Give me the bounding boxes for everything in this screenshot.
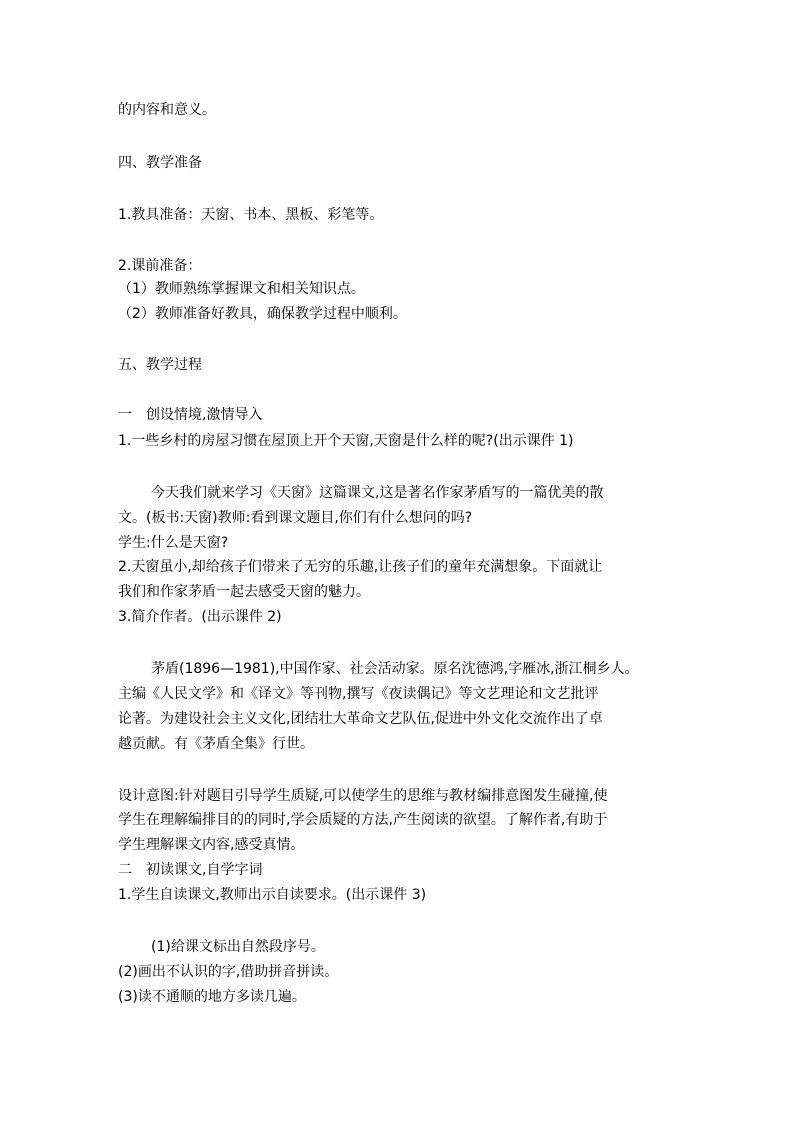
text-line: 学生在理解编排目的的同时,学会质疑的方法,产生阅读的欲望。了解作者,有助于 xyxy=(118,812,608,828)
list-item: (3)读不通顺的地方多读几遍。 xyxy=(118,989,306,1005)
text-line: 3.简介作者。(出示课件 2) xyxy=(118,609,282,625)
text-line: 设计意图:针对题目引导学生质疑,可以使学生的思维与教材编排意图发生碰撞,使 xyxy=(118,788,608,804)
subsection-heading: 一 创设情境,激情导入 xyxy=(118,407,263,423)
text-line: 文。(板书:天窗)教师:看到课文题目,你们有什么想问的吗? xyxy=(118,510,473,526)
text-line: 学生:什么是天窗? xyxy=(118,535,229,551)
text-line: 1.一些乡村的房屋习惯在屋顶上开个天窗,天窗是什么样的呢?(出示课件 1) xyxy=(118,433,574,449)
text-line: 2.课前准备： xyxy=(118,258,202,274)
section-heading: 四、教学准备 xyxy=(118,155,202,171)
text-line: 1.教具准备：天窗、书本、黑板、彩笔等。 xyxy=(118,207,384,223)
list-item: (2)画出不认识的字,借助拼音拼读。 xyxy=(118,964,339,980)
text-line: 越贡献。有《茅盾全集》行世。 xyxy=(118,736,314,752)
text-line: 论著。为建设社会主义文化,团结壮大革命文艺队伍,促进中外文化交流作出了卓 xyxy=(118,711,603,727)
list-item: (1)给课文标出自然段序号。 xyxy=(151,939,325,955)
text-line: 的内容和意义。 xyxy=(118,102,216,118)
subsection-heading: 二 初读课文,自学字词 xyxy=(118,862,263,878)
text-line: （2）教师准备好教具，确保教学过程中顺利。 xyxy=(118,306,407,322)
text-line: 学生理解课文内容,感受真情。 xyxy=(118,837,305,853)
text-line: 2.天窗虽小,却给孩子们带来了无穷的乐趣,让孩子们的童年充满想象。下面就让 xyxy=(118,559,603,575)
text-line: 我们和作家茅盾一起去感受天窗的魅力。 xyxy=(118,584,370,600)
text-line: 茅盾(1896—1981),中国作家、社会活动家。原名沈德鸿,字雁冰,浙江桐乡人。 xyxy=(151,661,639,677)
text-line: 1.学生自读课文,教师出示自读要求。(出示课件 3) xyxy=(118,887,427,903)
text-line: （1）教师熟练掌握课文和相关知识点。 xyxy=(118,281,365,297)
section-heading: 五、教学过程 xyxy=(118,357,202,373)
text-line: 主编《人民文学》和《译文》等刊物,撰写《夜读偶记》等文艺理论和文艺批评 xyxy=(118,686,599,702)
text-line: 今天我们就来学习《天窗》这篇课文,这是著名作家茅盾写的一篇优美的散 xyxy=(151,485,604,501)
